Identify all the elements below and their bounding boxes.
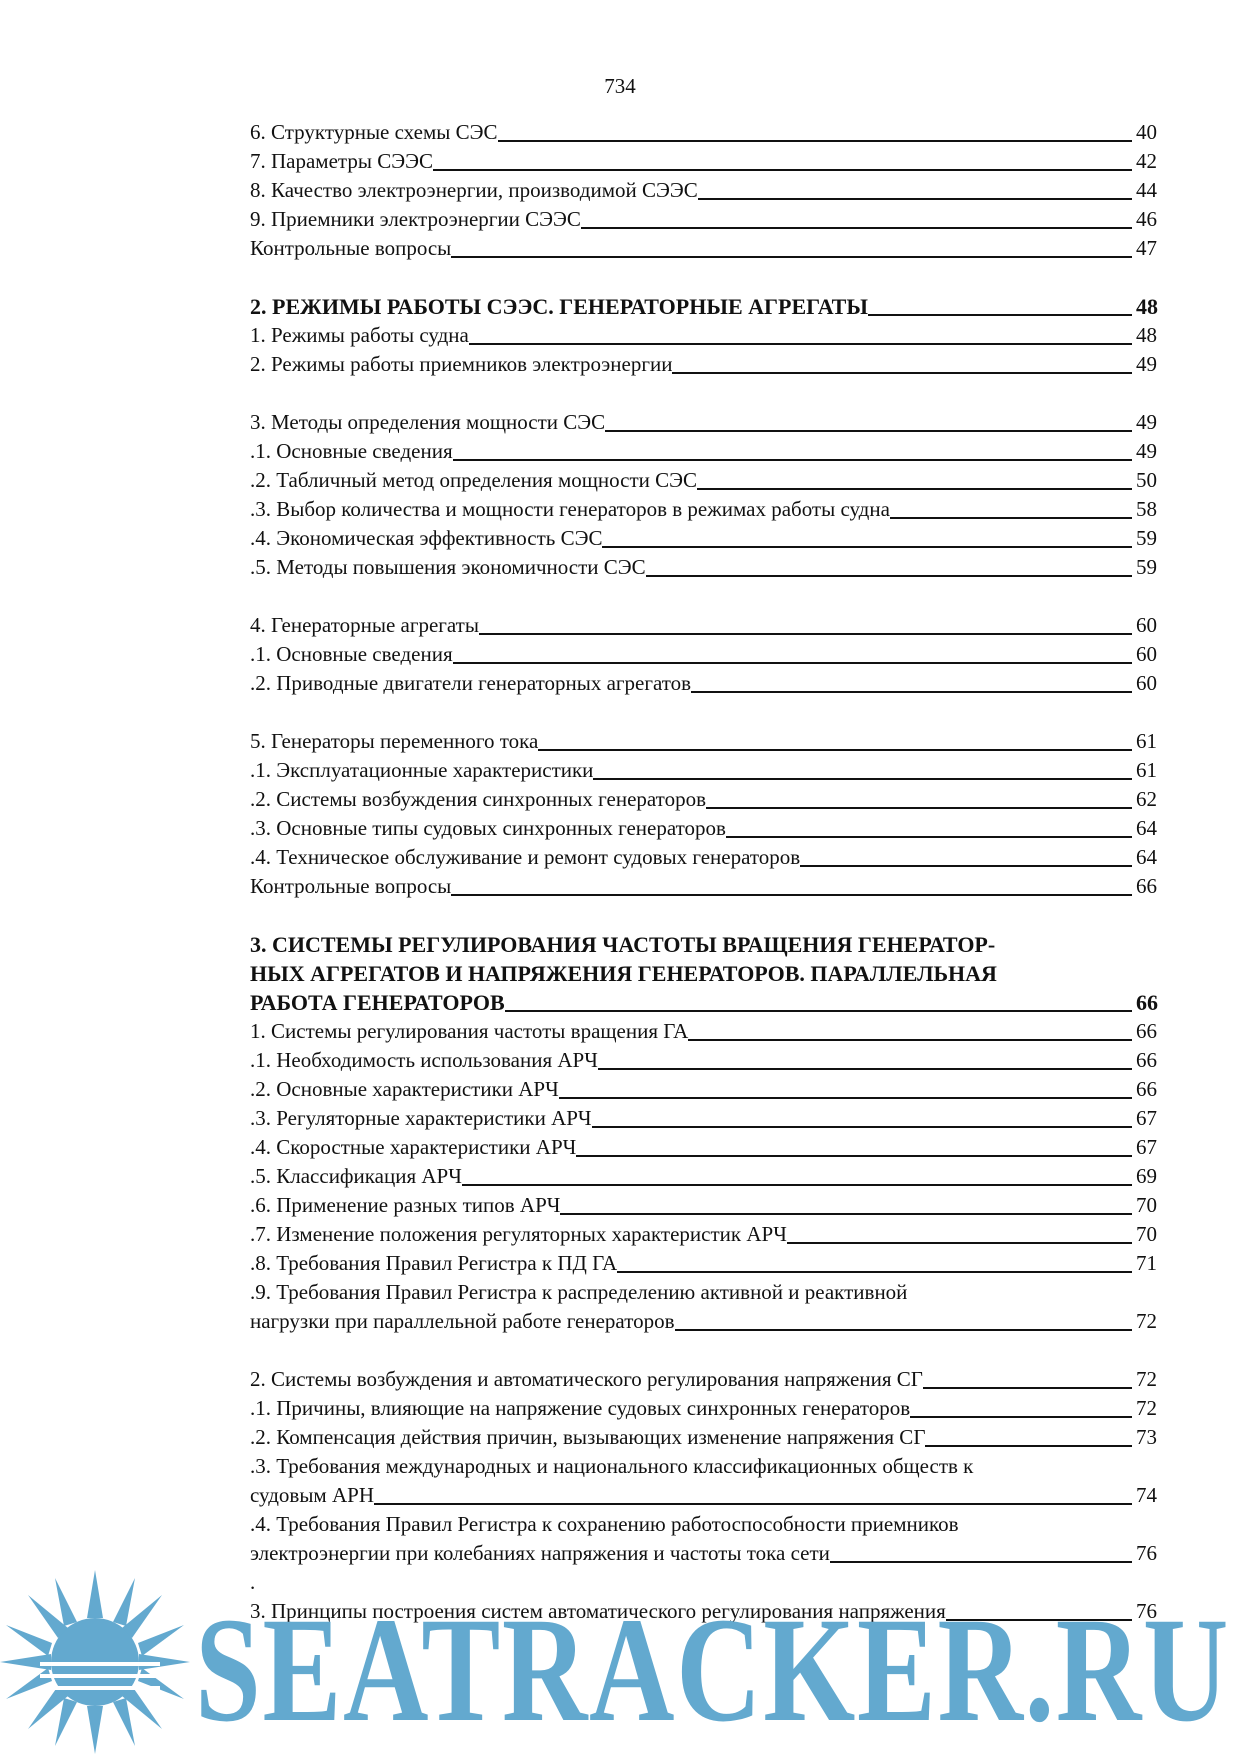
- watermark-text: SEATRACKER.RU: [195, 1587, 1230, 1753]
- toc-entry: .4. Техническое обслуживание и ремонт судовых генераторов 64: [250, 845, 1157, 869]
- chapter-heading: 3. СИСТЕМЫ РЕГУЛИРОВАНИЯ ЧАСТОТЫ ВРАЩЕНИЯ ГЕНЕРАТОР-: [250, 932, 996, 957]
- toc-entry: .1. Причины, влияющие на напряжение судовых синхронных генераторов 72: [250, 1396, 1157, 1420]
- toc-entry: .1. Основные сведения 49: [250, 439, 1157, 463]
- toc-entry: .4. Скоростные характеристики АРЧ 67: [250, 1135, 1157, 1159]
- toc-entry: 8. Качество электроэнергии, производимой СЭЭС 44: [250, 178, 1157, 202]
- toc-entry: 9. Приемники электроэнергии СЭЭС 46: [250, 207, 1157, 231]
- toc-entry: 4. Генераторные агрегаты 60: [250, 613, 1157, 637]
- toc-group-1: [250, 118, 1170, 263]
- toc-entry: 2. Режимы работы приемников электроэнергии 49: [250, 352, 1157, 376]
- toc-entry: электроэнергии при колебаниях напряжения и частоты тока сети 76: [250, 1541, 1157, 1565]
- chapter-heading: РАБОТА ГЕНЕРАТОРОВ 66: [250, 990, 1158, 1015]
- toc-entry: .2. Системы возбуждения синхронных генераторов 62: [250, 787, 1157, 811]
- toc-entry: .2. Компенсация действия причин, вызывающих изменение напряжения СГ 73: [250, 1425, 1157, 1449]
- toc-entry-line: .3. Требования международных и национального классификационных обществ к: [250, 1454, 974, 1478]
- toc-entry: 1. Системы регулирования частоты вращения ГА 66: [250, 1019, 1157, 1043]
- stray-dot: .: [250, 1570, 256, 1594]
- toc-entry: .3. Регуляторные характеристики АРЧ 67: [250, 1106, 1157, 1130]
- toc-entry: .1. Необходимость использования АРЧ 66: [250, 1048, 1157, 1072]
- toc-entry: 5. Генераторы переменного тока 61: [250, 729, 1157, 753]
- toc-entry: .5. Методы повышения экономичности СЭС 59: [250, 555, 1157, 579]
- toc-entry: судовым АРН 74: [250, 1483, 1157, 1507]
- toc-entry: .3. Основные типы судовых синхронных генераторов 64: [250, 816, 1157, 840]
- toc-entry: .4. Экономическая эффективность СЭС 59: [250, 526, 1157, 550]
- toc-entry: 3. Методы определения мощности СЭС 49: [250, 410, 1157, 434]
- toc-entry-line: .4. Требования Правил Регистра к сохранению работоспособности приемников: [250, 1512, 959, 1536]
- toc-entry: 7. Параметры СЭЭС 42: [250, 149, 1157, 173]
- toc-entry: .2. Приводные двигатели генераторных агрегатов 60: [250, 671, 1157, 695]
- table-of-contents: [250, 118, 1170, 1626]
- toc-entry: Контрольные вопросы 47: [250, 236, 1157, 260]
- toc-entry: .6. Применение разных типов АРЧ 70: [250, 1193, 1157, 1217]
- toc-entry: .1. Эксплуатационные характеристики 61: [250, 758, 1157, 782]
- toc-entry: .2. Табличный метод определения мощности СЭС 50: [250, 468, 1157, 492]
- toc-entry: .3. Выбор количества и мощности генераторов в режимах работы судна 58: [250, 497, 1157, 521]
- toc-entry: .1. Основные сведения 60: [250, 642, 1157, 666]
- toc-entry: .5. Классификация АРЧ 69: [250, 1164, 1157, 1188]
- chapter-heading: НЫХ АГРЕГАТОВ И НАПРЯЖЕНИЯ ГЕНЕРАТОРОВ. ПАРАЛЛЕЛЬНАЯ: [250, 961, 997, 986]
- toc-entry: нагрузки при параллельной работе генераторов 72: [250, 1309, 1157, 1333]
- toc-entry: .8. Требования Правил Регистра к ПД ГА 71: [250, 1251, 1157, 1275]
- toc-entry: 2. Системы возбуждения и автоматического регулирования напряжения СГ 72: [250, 1367, 1157, 1391]
- watermark: [0, 1570, 1240, 1754]
- toc-entry: Контрольные вопросы 66: [250, 874, 1157, 898]
- toc-entry-line: .9. Требования Правил Регистра к распределению активной и реактивной: [250, 1280, 908, 1304]
- toc-entry: .2. Основные характеристики АРЧ 66: [250, 1077, 1157, 1101]
- toc-entry: 1. Режимы работы судна 48: [250, 323, 1157, 347]
- chapter-heading: 2. РЕЖИМЫ РАБОТЫ СЭЭС. ГЕНЕРАТОРНЫЕ АГРЕГАТЫ 48: [250, 294, 1158, 319]
- page-number: 734: [604, 74, 636, 98]
- toc-entry: 3. Принципы построения систем автоматического регулирования напряжения 76: [250, 1599, 1157, 1623]
- toc-entry: 6. Структурные схемы СЭС 40: [250, 120, 1157, 144]
- toc-entry: .7. Изменение положения регуляторных характеристик АРЧ 70: [250, 1222, 1157, 1246]
